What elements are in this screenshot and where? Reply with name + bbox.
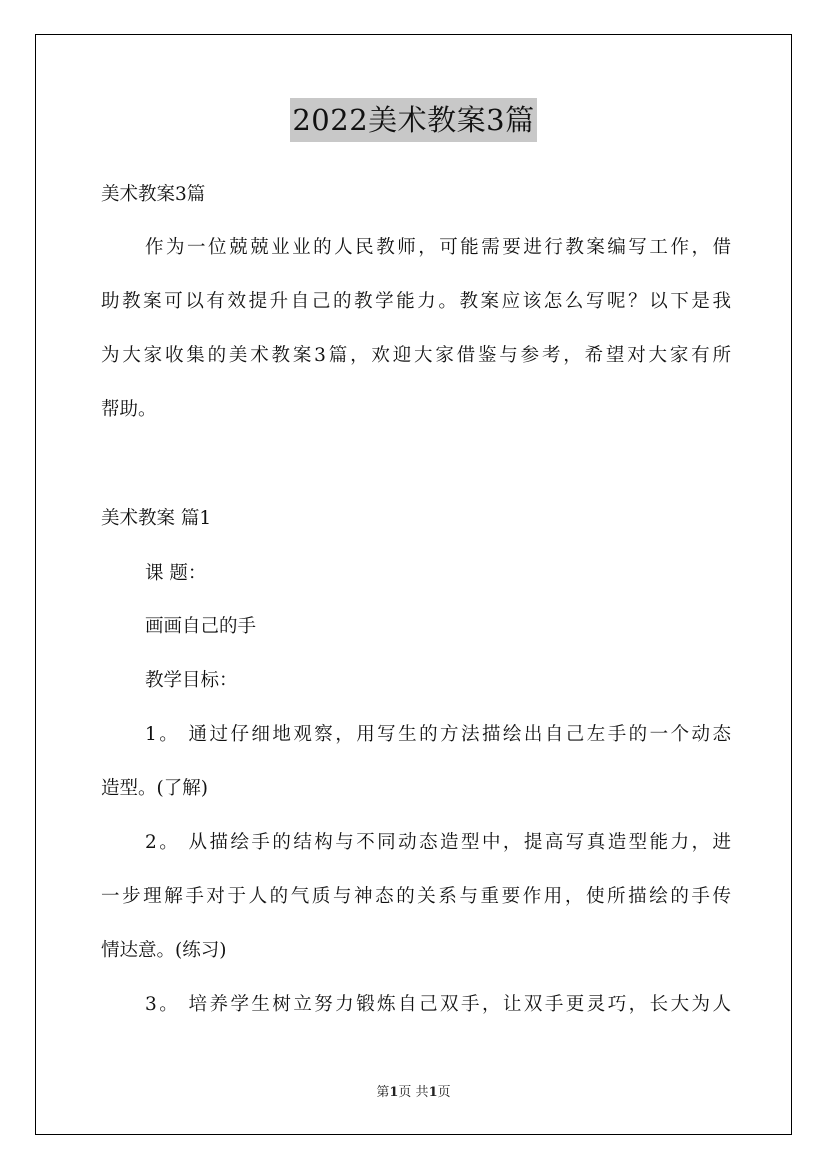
footer-mid: 页 共 xyxy=(398,1085,429,1100)
footer-suffix: 页 xyxy=(437,1085,451,1100)
intro-line-1: 作为一位兢兢业业的人民教师，可能需要进行教案编写工作，借 xyxy=(145,237,731,258)
objective-3-line-1: 3。 培养学生树立努力锻炼自己双手，让双手更灵巧，长大为人 xyxy=(145,994,731,1015)
objective-1-line-2: 造型。(了解) xyxy=(101,778,208,799)
section-heading: 美术教案 篇1 xyxy=(101,508,212,529)
footer-page-total: 1 xyxy=(428,1085,438,1100)
intro-line-3: 为大家收集的美术教案3篇，欢迎大家借鉴与参考，希望对大家有所 xyxy=(101,345,731,366)
lesson-label: 课 题： xyxy=(145,563,207,584)
intro-line-2: 助教案可以有效提升自己的教学能力。教案应该怎么写呢？以下是我 xyxy=(101,291,731,312)
objective-1-line-1: 1。 通过仔细地观察，用写生的方法描绘出自己左手的一个动态 xyxy=(145,724,731,745)
objectives-label: 教学目标： xyxy=(145,670,238,691)
intro-line-4: 帮助。 xyxy=(101,399,157,420)
footer-prefix: 第 xyxy=(376,1085,390,1100)
lesson-title: 画画自己的手 xyxy=(145,616,257,637)
objective-2-line-2: 一步理解手对于人的气质与神态的关系与重要作用，使所描绘的手传 xyxy=(101,886,731,907)
document-subtitle: 美术教案3篇 xyxy=(101,184,206,205)
objective-2-line-3: 情达意。(练习) xyxy=(101,940,227,961)
page-footer xyxy=(0,1084,827,1102)
footer-page-current: 1 xyxy=(389,1085,399,1100)
title-wrap xyxy=(0,98,827,142)
objective-2-line-1: 2。 从描绘手的结构与不同动态造型中，提高写真造型能力，进 xyxy=(145,832,731,853)
document-title: 2022美术教案3篇 xyxy=(290,98,536,142)
